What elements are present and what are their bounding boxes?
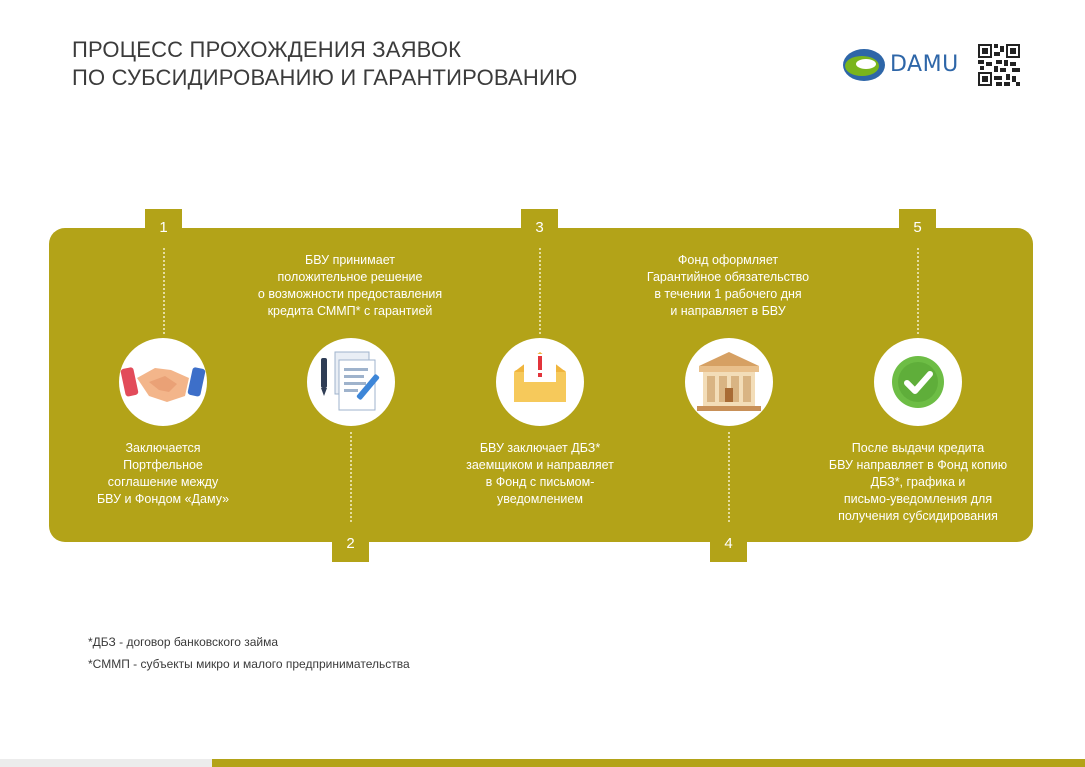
damu-logo: [842, 46, 959, 84]
step-2-number: 2: [332, 525, 369, 562]
step-1-connector: [163, 248, 165, 334]
step-4-number: 4: [710, 525, 747, 562]
step-3-number: 3: [521, 209, 558, 246]
title-line-2: ПО СУБСИДИРОВАНИЮ И ГАРАНТИРОВАНИЮ: [72, 65, 578, 90]
step-4-icon-circle: [685, 338, 773, 426]
step-5-connector: [917, 248, 919, 334]
step-1-icon-circle: [119, 338, 207, 426]
step-4-text: Фонд оформляет Гарантийное обязательство в течении 1 рабочего дня и направляет в БВУ: [646, 253, 810, 318]
footnotes: [88, 631, 410, 675]
logo-text: DAMU: [890, 52, 959, 77]
step-2-connector: [350, 432, 352, 522]
bottom-bar-left: [0, 759, 212, 767]
step-3-icon-circle: [496, 338, 584, 426]
step-5-text: После выдачи кредита БВУ направляет в Фонд копию ДБЗ*, графика и письмо-уведомления для получения субсидирования: [828, 441, 1008, 523]
step-2-icon-circle: [307, 338, 395, 426]
step-3-connector: [539, 248, 541, 334]
bottom-bar-accent: [212, 759, 1085, 767]
footnote-smmp: *СММП - субъекты микро и малого предпринимательства: [88, 657, 410, 671]
step-2-text: БВУ принимает положительное решение о возможности предоставления кредита СММП* с гарантией: [257, 253, 443, 318]
bank-building-icon: [685, 338, 773, 426]
step-4-connector: [728, 432, 730, 522]
page-title: [72, 36, 577, 92]
check-icon: [874, 338, 962, 426]
step-5-number: 5: [899, 209, 936, 246]
title-line-1: ПРОЦЕСС ПРОХОЖДЕНИЯ ЗАЯВОК: [72, 37, 462, 62]
document-pen-icon: [307, 338, 395, 426]
step-1-number: 1: [145, 209, 182, 246]
envelope-alert-icon: [496, 338, 584, 426]
damu-logo-mark-icon: [842, 46, 888, 84]
handshake-icon: [119, 338, 207, 426]
step-5-icon-circle: [874, 338, 962, 426]
footnote-dbz: *ДБЗ - договор банковского займа: [88, 635, 279, 649]
step-3-text: БВУ заключает ДБЗ* заемщиком и направляет в Фонд с письмом- уведомлением: [466, 441, 614, 506]
qr-code: [978, 44, 1020, 86]
step-1-text: Заключается Портфельное соглашение между БВУ и Фондом «Даму»: [96, 441, 230, 506]
qr-code-icon: [978, 44, 1020, 86]
